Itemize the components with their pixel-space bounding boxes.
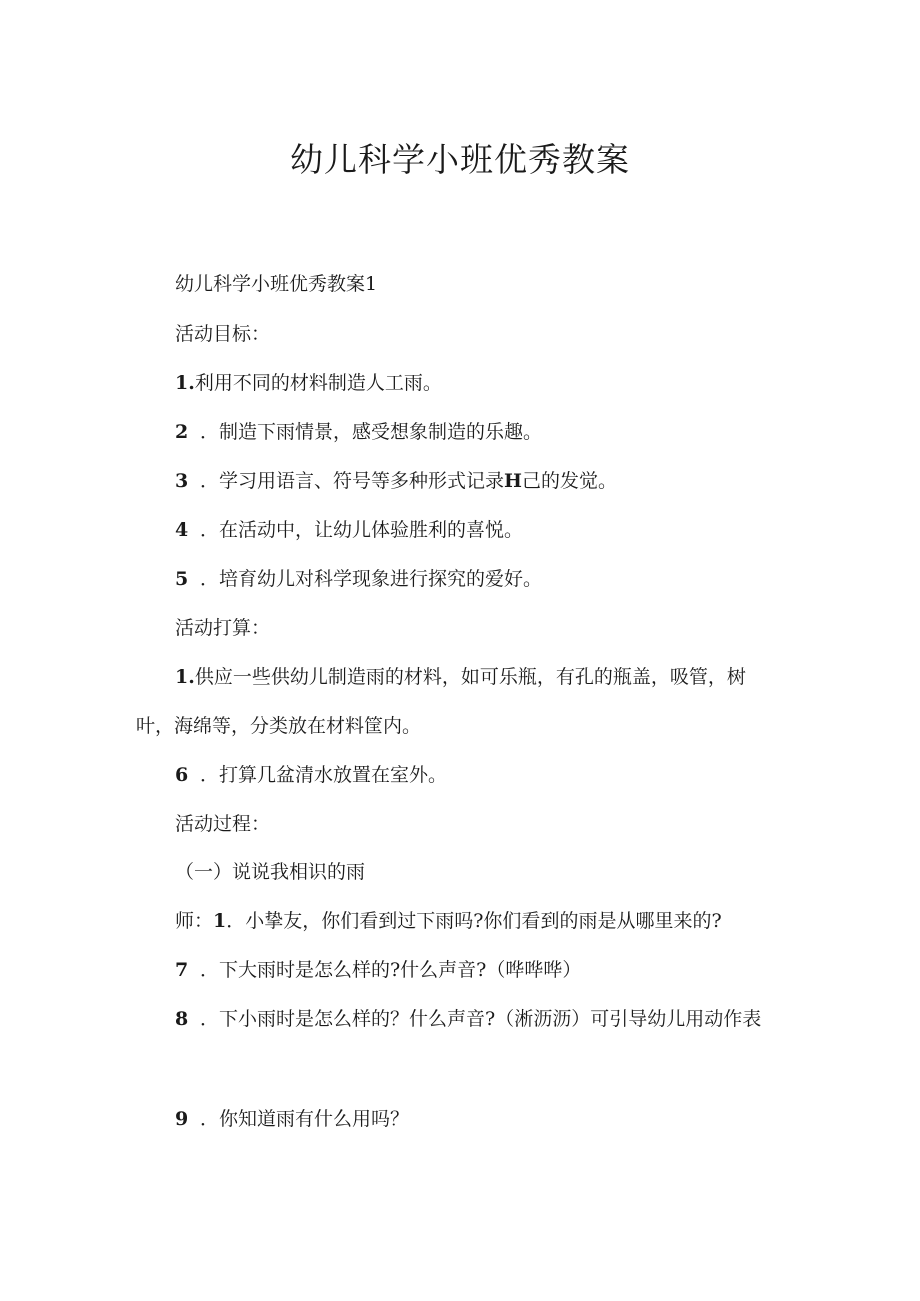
goal-item [175,418,542,446]
lesson-subtitle [175,270,377,298]
goal-number: 3 [175,470,189,492]
goal-number: 5 [175,568,189,590]
question-number: 7 [175,959,189,981]
lesson-subtitle-text: 幼儿科学小班优秀教案1 [175,273,378,295]
goal-number: 1. [175,372,195,394]
question-item [175,1105,409,1133]
goal-number: 4 [175,519,189,541]
prep-text: ．打算几盆清水放置在室外。 [200,764,448,786]
teacher-prefix: 师： [175,910,214,932]
goal-text: ．学习用语言、符号等多种形式记录 [200,470,505,492]
goal-bold-char: H [504,470,522,492]
goal-item [175,369,442,397]
prep-number: 1. [175,666,195,688]
question-text: ．下大雨时是怎么样的?什么声音?（哗哗哗） [200,959,582,981]
prep-item [175,663,746,691]
goal-text: 利用不同的材料制造人工雨。 [194,372,442,394]
process-subheading: （一）说说我相识的雨 [175,861,366,883]
question-text: ．下小雨时是怎么样的？什么声音?（淅沥沥）可引导幼儿用动作表 [200,1008,762,1030]
document-title: 幼儿科学小班优秀教案 [290,140,630,179]
section-heading-process: 活动过程： [175,813,271,835]
section-heading-prep: 活动打算： [175,617,271,639]
teacher-line [175,907,722,935]
goal-text: ．培育幼儿对科学现象进行探究的爱好。 [200,568,543,590]
teacher-text: ．小挚友，你们看到过下雨吗?你们看到的雨是从哪里来的? [226,910,722,932]
goal-item [175,516,523,544]
goal-text: ．制造下雨情景，感受想象制造的乐趣。 [200,421,543,443]
question-number: 8 [175,1008,189,1030]
prep-item-continuation: 叶，海绵等，分类放在材料筐内。 [136,715,422,737]
prep-text: 供应一些供幼儿制造雨的材料，如可乐瓶，有孔的瓶盖，吸管，树 [194,666,746,688]
goal-text-after: 己的发觉。 [521,470,617,492]
prep-number: 6 [175,764,189,786]
question-text: ．你知道雨有什么用吗？ [200,1108,410,1130]
teacher-number: 1 [213,910,227,932]
goal-item [175,565,542,593]
question-number: 9 [175,1108,189,1130]
question-item [175,1005,761,1033]
goal-text: ．在活动中，让幼儿体验胜利的喜悦。 [200,519,524,541]
section-heading-goals: 活动目标： [175,323,271,345]
question-item [175,956,581,984]
goal-item [175,467,617,495]
prep-item [175,761,447,789]
goal-number: 2 [175,421,189,443]
